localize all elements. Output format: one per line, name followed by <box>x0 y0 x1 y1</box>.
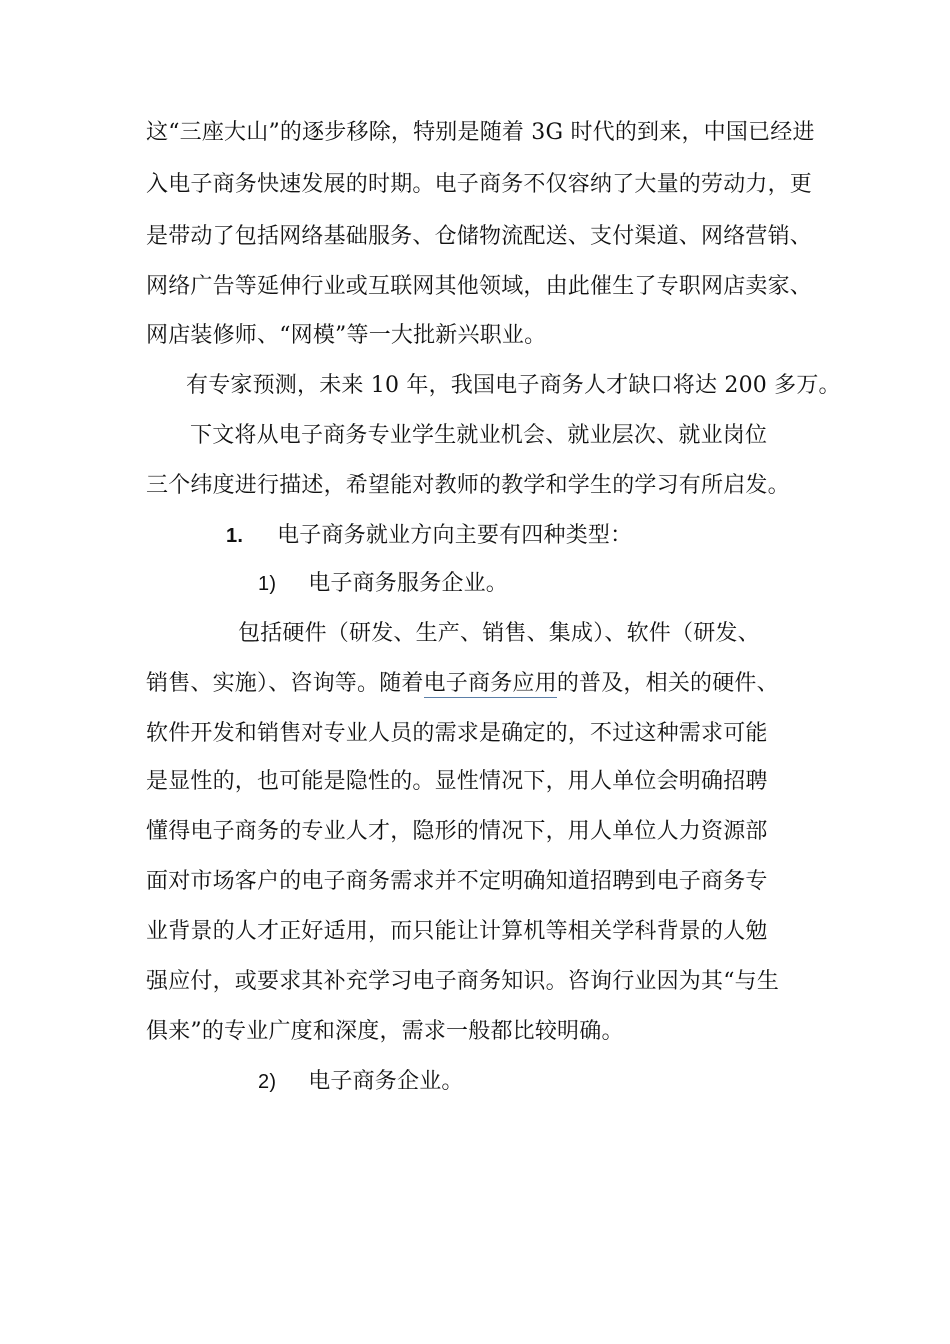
list-item <box>258 569 816 599</box>
ecommerce-application-link[interactable]: 电子商务应用 <box>423 671 557 696</box>
section-heading <box>226 521 816 551</box>
item-number: 1) <box>258 573 277 595</box>
paragraph-line: 软件开发和销售对专业人员的需求是确定的，不过这种需求可能 <box>146 721 768 746</box>
paragraph-line: 网络广告等延伸行业或互联网其他领域，由此催生了专职网店卖家、 <box>146 274 813 299</box>
text-segment: 的普及，相关的硬件、 <box>556 671 779 696</box>
paragraph-line: 这“三座大山”的逐步移除，特别是随着 3G 时代的到来，中国已经进 <box>146 120 815 145</box>
paragraph-line: 业背景的人才正好适用，而只能让计算机等相关学科背景的人勉 <box>146 919 768 944</box>
text-segment: 销售、实施）、咨询等。随着 <box>146 671 424 696</box>
paragraph-line: 是显性的，也可能是隐性的。显性情况下，用人单位会明确招聘 <box>146 769 768 794</box>
paragraph-line: 包括硬件（研发、生产、销售、集成）、软件（研发、 <box>238 621 760 646</box>
item-text: 电子商务企业。 <box>308 1069 464 1094</box>
item-number: 2) <box>258 1071 277 1093</box>
list-item <box>258 1067 816 1097</box>
heading-number: 1. <box>226 525 244 547</box>
paragraph-line: 懂得电子商务的专业人才，隐形的情况下，用人单位人力资源部 <box>146 819 768 844</box>
paragraph-line: 面对市场客户的电子商务需求并不定明确知道招聘到电子商务专 <box>146 869 768 894</box>
paragraph-line <box>146 669 816 699</box>
paragraph-line: 入电子商务快速发展的时期。电子商务不仅容纳了大量的劳动力，更 <box>146 172 813 197</box>
paragraph-line: 强应付，或要求其补充学习电子商务知识。咨询行业因为其“与生 <box>146 969 780 994</box>
heading-text: 电子商务就业方向主要有四种类型： <box>277 523 633 548</box>
paragraph-line: 网店装修师、“网模”等一大批新兴职业。 <box>146 323 547 348</box>
expert-forecast-line: 有专家预测，未来 10 年，我国电子商务人才缺口将达 200 多万。 <box>186 373 841 398</box>
intro-line: 下文将从电子商务专业学生就业机会、就业层次、就业岗位 <box>190 423 768 448</box>
intro-line: 三个纬度进行描述，希望能对教师的教学和学生的学习有所启发。 <box>146 473 790 498</box>
item-text: 电子商务服务企业。 <box>308 571 508 596</box>
paragraph-line: 俱来”的专业广度和深度，需求一般都比较明确。 <box>146 1019 624 1044</box>
paragraph-line: 是带动了包括网络基础服务、仓储物流配送、支付渠道、网络营销、 <box>146 224 813 249</box>
